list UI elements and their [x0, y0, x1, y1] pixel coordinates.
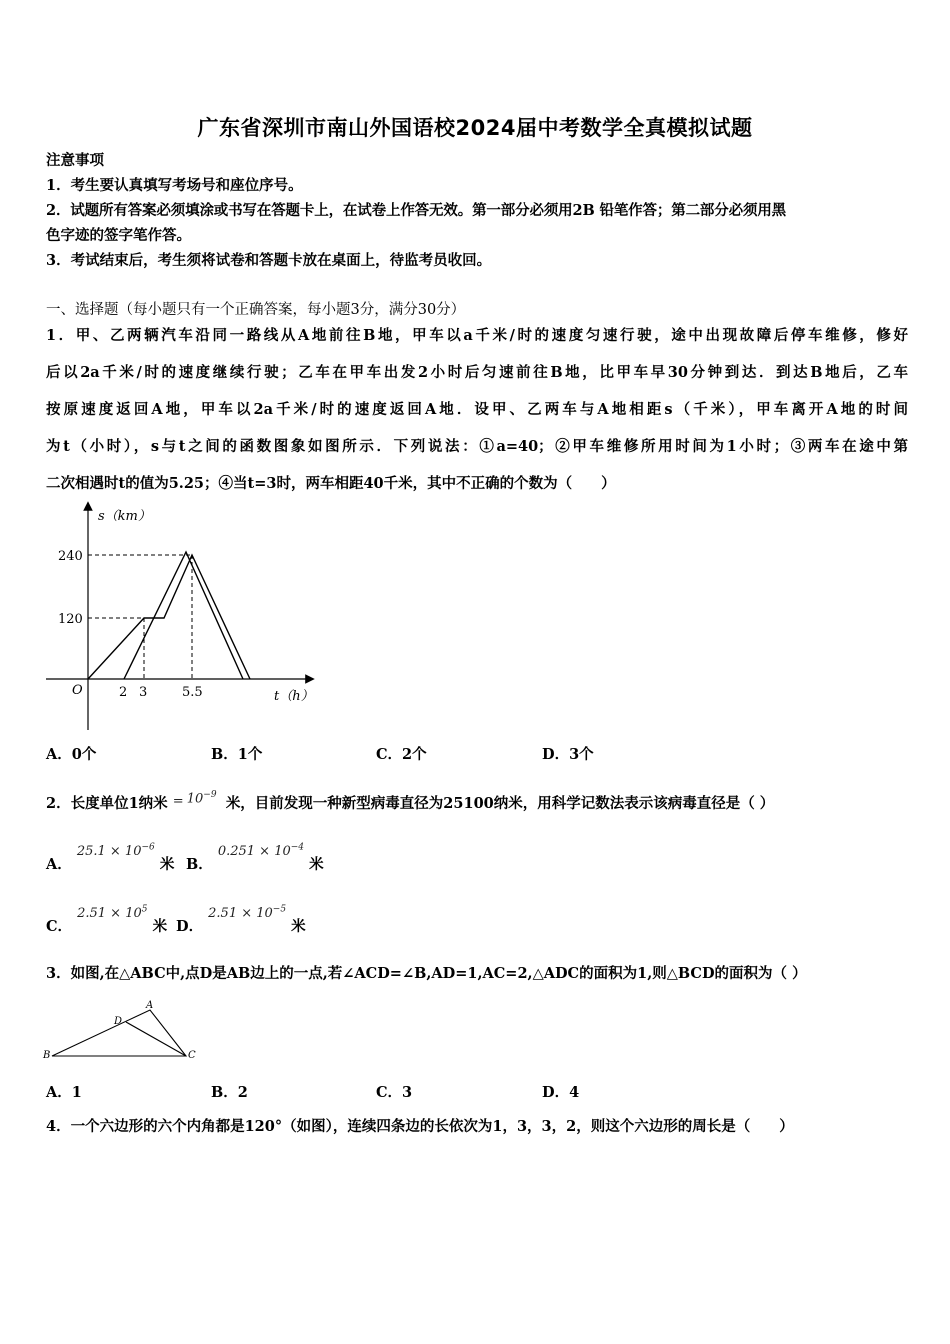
origin-label: O: [72, 683, 83, 698]
q1-distance-time-graph: [40, 500, 330, 740]
label-d: D: [114, 1016, 123, 1027]
notice-item-2-cont: 色字迹的签字笔作答。: [46, 227, 191, 244]
y-tick-120: 120: [58, 612, 83, 627]
q2-text-b: 米，目前发现一种新型病毒直径为25100纳米，用科学记数法表示该病毒直径是（ ）: [225, 795, 775, 812]
q2-text-a: 2．长度单位1纳米: [46, 795, 168, 812]
label-c: C: [188, 1050, 196, 1061]
q1-line-2: 后以2a千米/时的速度继续行驶；乙车在甲车出发2小时后匀速前往B地，比甲车早30分钟到达．到达B地后，乙车: [46, 364, 908, 381]
question-2: [46, 792, 774, 813]
page-title: 广东省深圳市南山外国语校2024届中考数学全真模拟试题: [197, 116, 753, 140]
label-a: A: [146, 1000, 154, 1011]
y-tick-240: 240: [58, 549, 83, 564]
notice-item-1: 1．考生要认真填写考场号和座位序号。: [46, 177, 303, 194]
q1-option-b: B．1个: [211, 746, 263, 763]
q1-option-d: D．3个: [542, 746, 594, 763]
q2-option-d: D． $2.51 \times 10^{-5}$ 米: [176, 904, 306, 935]
q3-option-c: C．3: [376, 1084, 413, 1101]
q1-option-c: C．2个: [376, 746, 427, 763]
q2-eq-sign: =: [172, 794, 184, 809]
label-b: B: [43, 1050, 51, 1061]
q3-option-a: A．1: [46, 1084, 82, 1101]
question-3: 3．如图,在△ABC中,点D是AB边上的一点,若∠ACD=∠B,AD=1,AC=2,△ADC的面积为1,则△BCD的面积为（ ）: [46, 965, 807, 982]
notice-item-3: 3．考试结束后，考生须将试卷和答题卡放在桌面上，待监考员收回。: [46, 252, 492, 269]
section-heading: 一、选择题（每小题只有一个正确答案，每小题3分，满分30分）: [46, 302, 466, 318]
q2-unit-base: $10^{-9}$: [186, 790, 217, 807]
x-tick-3: 3: [139, 685, 148, 700]
q2-option-c: C． $2.51 \times 10^5$ 米: [46, 904, 168, 935]
question-4: 4．一个六边形的六个内角都是120°（如图），连续四条边的长依次为1，3，3，2，则这个六边形的周长是（ ）: [46, 1118, 794, 1135]
q1-option-a: A．0个: [46, 746, 97, 763]
notice-item-2: 2．试题所有答案必须填涂或书写在答题卡上，在试卷上作答无效。第一部分必须用2B 铅笔作答；第二部分必须用黑: [46, 202, 787, 219]
q1-line-5: 二次相遇时t的值为5.25；④当t=3时，两车相距40千米，其中不正确的个数为（ ）: [46, 475, 616, 492]
segment-cd: [126, 1022, 186, 1056]
q2-option-b: B． $0.251 \times 10^{-4}$ 米: [186, 842, 324, 873]
x-tick-2: 2: [119, 685, 128, 700]
q3-option-d: D．4: [542, 1084, 580, 1101]
q1-line-3: 按原速度返回A地，甲车以2a千米/时的速度返回A地．设甲、乙两车与A地相距s（千米），甲车离开A地的时间: [46, 401, 908, 418]
x-axis-label: t（h）: [274, 689, 314, 704]
car-yi-line: [124, 552, 243, 679]
notice-heading: 注意事项: [46, 152, 104, 169]
question-1: [46, 317, 908, 502]
x-tick-5.5: 5.5: [182, 685, 203, 700]
q1-line-1: 1．甲、乙两辆汽车沿同一路线从A地前往B地，甲车以a千米/时的速度匀速行驶，途中出现故障后停车维修，修好: [46, 327, 908, 344]
q3-triangle-figure: [40, 998, 210, 1068]
q2-option-a: A． $25.1 \times 10^{-6}$ 米: [46, 842, 175, 873]
car-jia-line: [88, 555, 250, 679]
y-axis-label: s（km）: [98, 509, 151, 524]
q1-line-4: 为t（小时），s与t之间的函数图象如图所示．下列说法：①a=40；②甲车维修所用时间为1小时；③两车在途中第: [46, 438, 908, 455]
q3-option-b: B．2: [211, 1084, 248, 1101]
